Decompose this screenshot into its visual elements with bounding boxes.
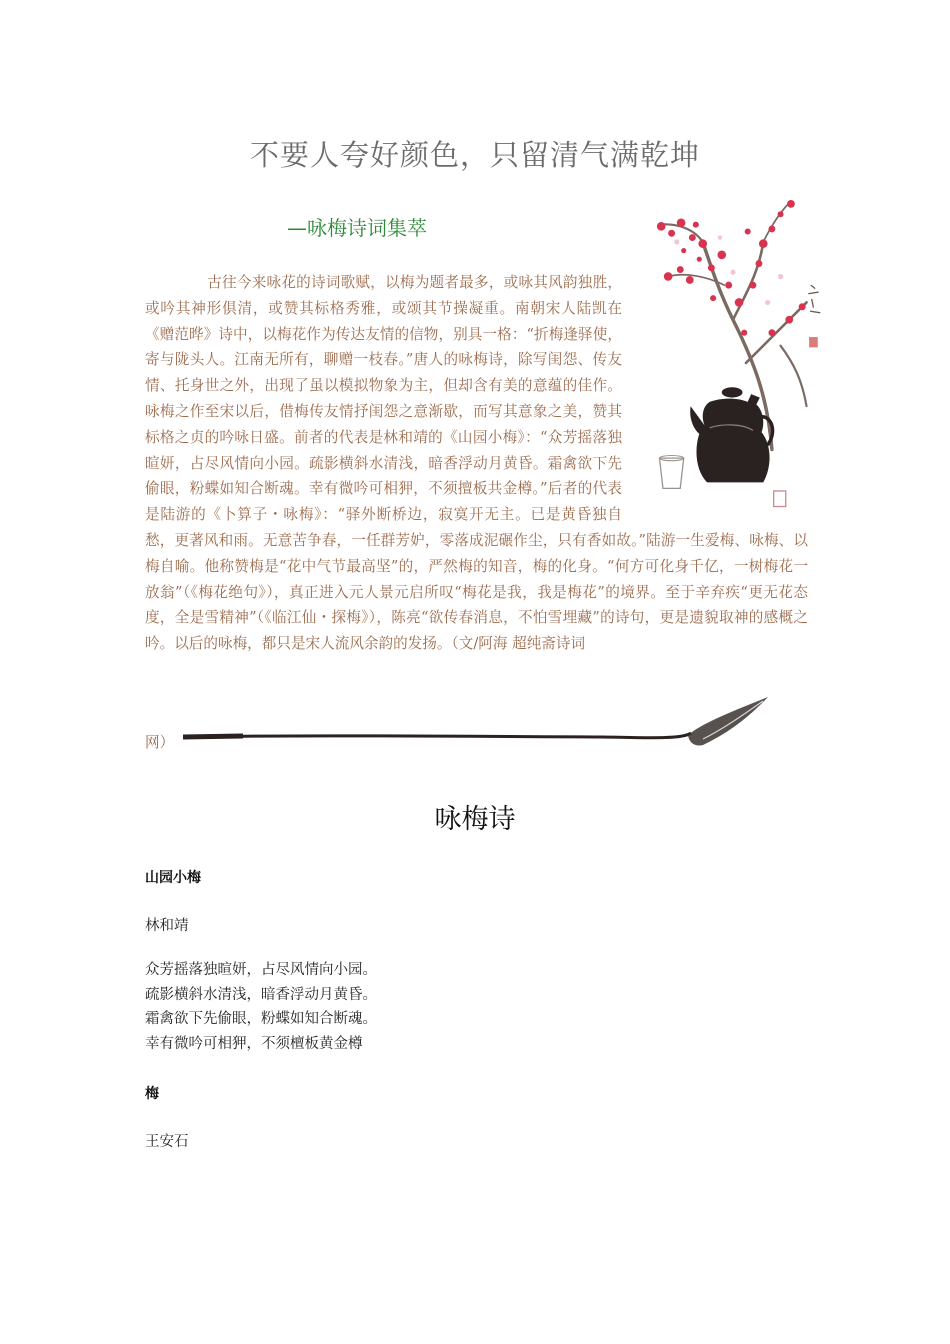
poem-line: 众芳摇落独暄妍，占尽风情向小园。	[145, 962, 377, 978]
intro-section	[145, 270, 808, 657]
brush-stroke-divider-icon	[183, 693, 773, 753]
intro-paragraph: 古往今来咏花的诗词歌赋，以梅为题者最多，或咏其风韵独胜，或吟其神形俱清，或赞其标格秀雅，或颂其节操凝重。南朝宋人陆凯在《赠范晔》诗中，以梅花作为传达友情的信物，别具一格：“折梅逢驿使，寄与陇头人。江南无所有，聊赠一枝春。”唐人的咏梅诗，除写闺怨、传友情、托身世之外，出现了虽以模拟物象为主，但却含有美的意蕴的佳作。咏梅之作至宋以后，借梅传友情抒闺怨之意渐歇，而写其意象之美，赞其标格之贞的吟咏日盛。前者的代表是林和靖的《山园小梅》：“众芳摇落独暄妍，占尽风情向小园。疏影横斜水清浅，暗香浮动月黄昏。霜禽欲下先偷眼，粉蝶如知合断魂。幸有微吟可相狎，不须擅板共金樽。”后者的代表是陆游的《卜算子・咏梅》：“驿外断桥边，寂寞开无主。已是黄昏独自愁，更著风和雨。无意苦争春，一任群芳妒，零落成泥碾作尘，只有香如故。”陆游一生爱梅、咏梅、以梅自喻。他称赞梅是“花中气节最高坚”的，严然梅的知音，梅的化身。“何方可化身千亿，一树梅花一放翁”（《梅花绝句》），真正进入元人景元启所叹“梅花是我，我是梅花”的境界。至于辛弃疾“更无花态度，全是雪精神”（《临江仙・探梅》），陈亮“欲传春消息，不怕雪埋藏”的诗句，更是遗貌取神的感概之吟。以后的咏梅，都只是宋人流风余韵的发扬。（文/阿海 超纯斋诗词	[145, 274, 808, 653]
page-subtitle: —咏梅诗词集萃	[287, 216, 427, 240]
poem-title: 山园小梅	[145, 870, 201, 886]
poem-title: 梅	[145, 1086, 159, 1102]
page-title: 不要人夸好颜色，只留清气满乾坤	[249, 138, 700, 172]
poem-line: 幸有微吟可相狎，不须檀板黄金樽	[145, 1035, 363, 1052]
poem-line: 疏影横斜水清浅，暗香浮动月黄昏。	[145, 986, 377, 1003]
poem-lines	[145, 958, 377, 1056]
poem-author: 林和靖	[145, 918, 189, 934]
poem-line: 霜禽欲下先偷眼，粉蝶如知合断魂。	[145, 1011, 377, 1027]
section-heading: 咏梅诗	[434, 804, 516, 835]
plum-blossom-teapot-painting-icon	[628, 190, 838, 510]
intro-source-end: 网）	[145, 734, 175, 751]
poem-author: 王安石	[145, 1134, 189, 1150]
